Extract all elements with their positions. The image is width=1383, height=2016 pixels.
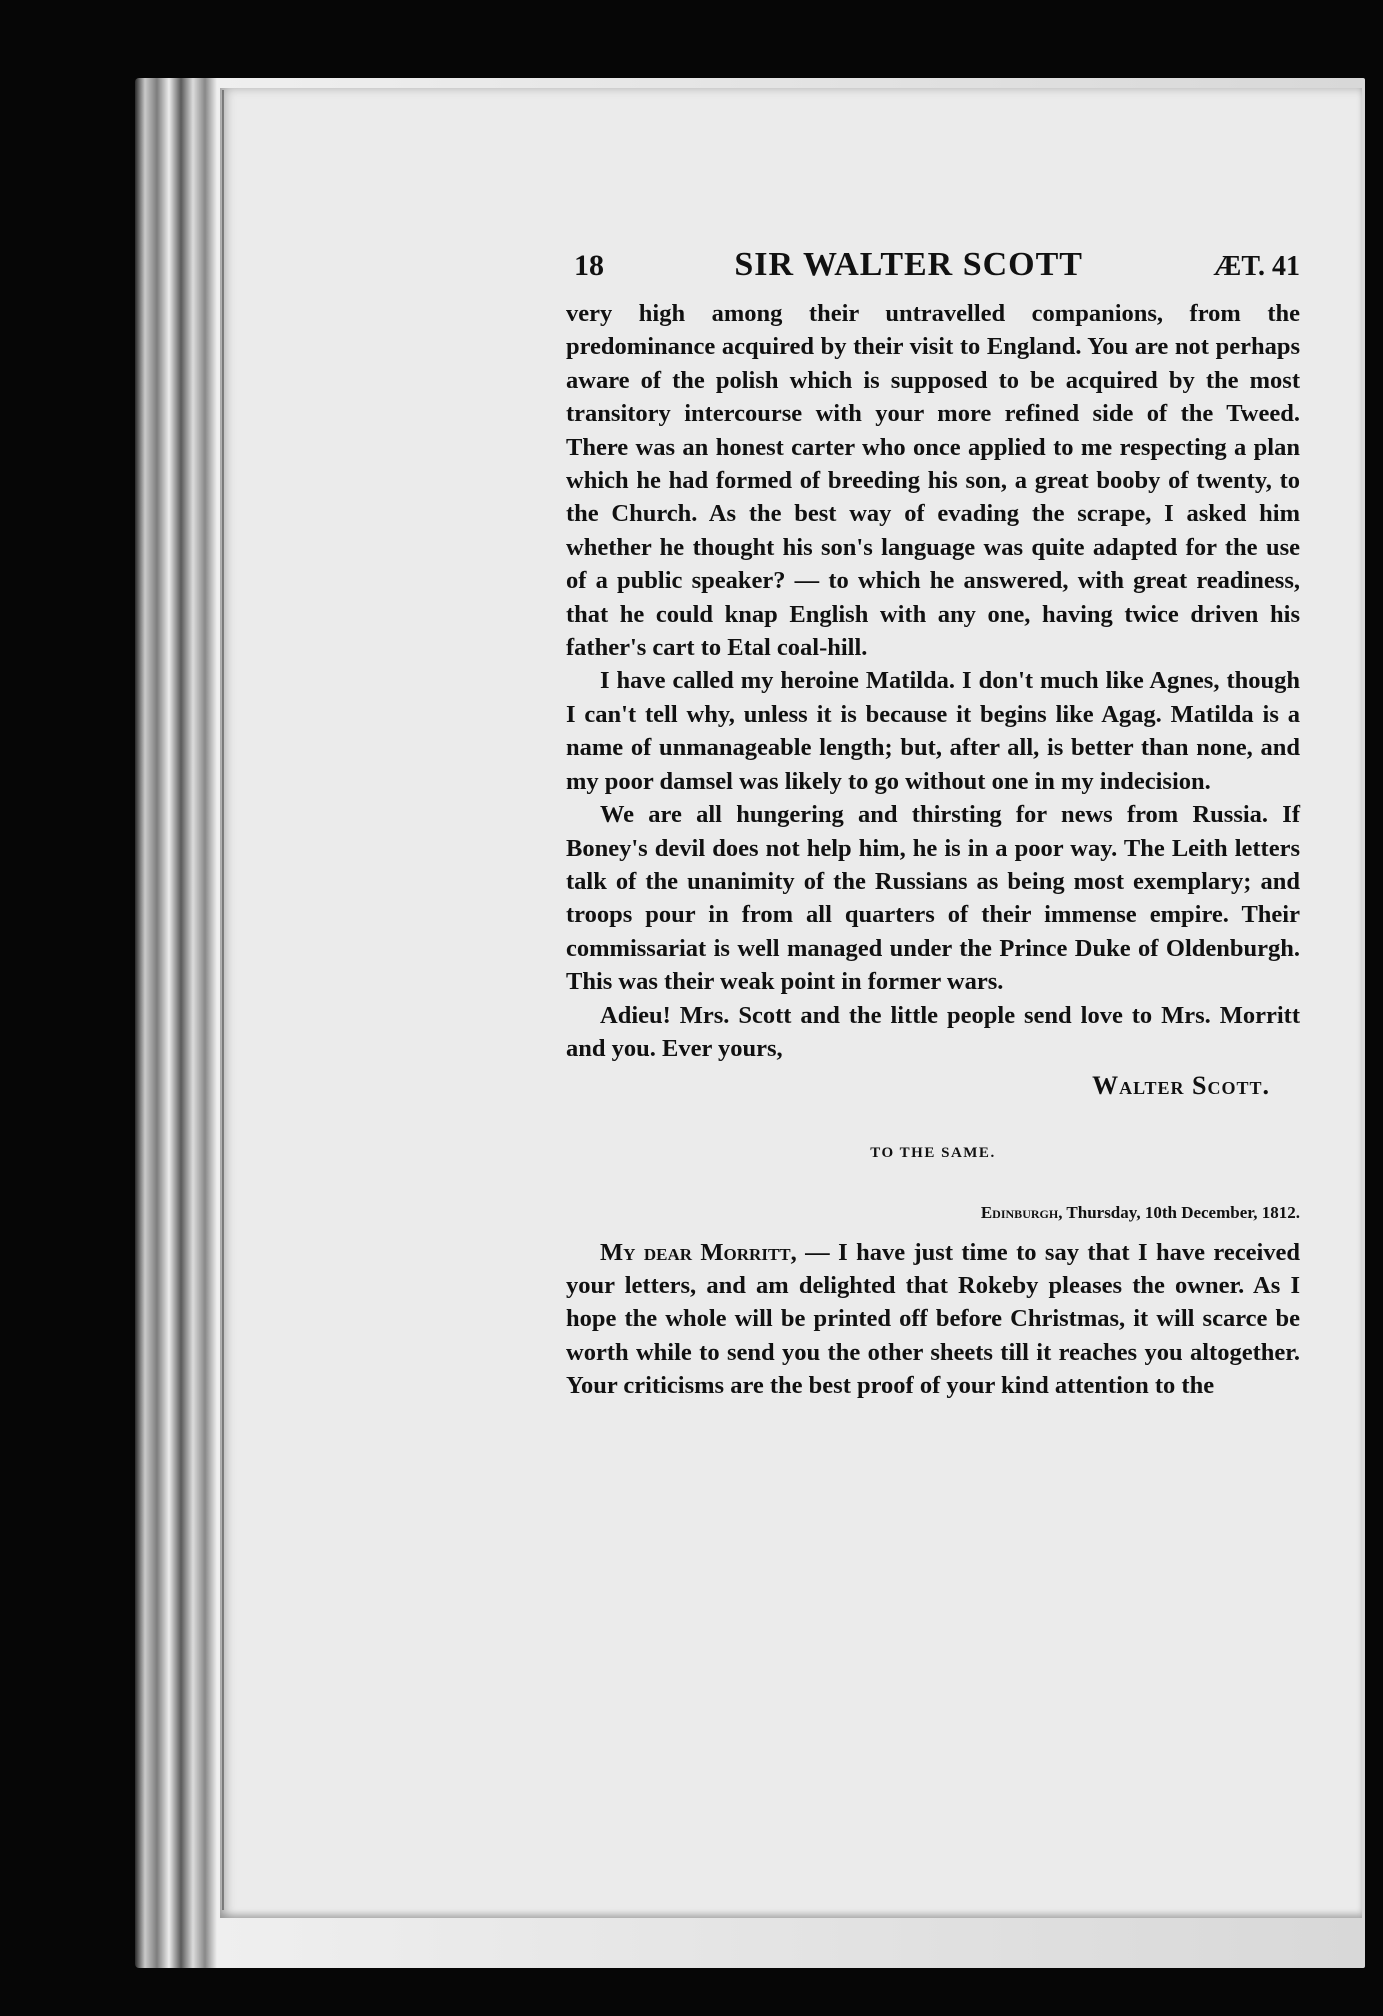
dateline-rest: , Thursday, 10th December, 1812. [1058,1203,1300,1223]
salutation: My dear Morritt, [600,1238,797,1266]
letter-heading: TO THE SAME. [870,1144,996,1161]
paragraph-1: very high among their untravelled companions, from the predominance acquired by their visit to England. You are not perhaps aware of the polish which is supposed to be acquired by the most transitory intercourse with your more refined side of the Tweed. There was an honest carter who once applied to me respecting a plan which he had formed of breeding his son, a great booby of twenty, to the Church. As the best way of evading the scrape, I asked him whether he thought his son's language was quite adapted for the use of a public speaker? — to which he answered, with great readiness, that he could knap English with any one, having twice driven his father's cart to Etal coal-hill. [566,300,1300,662]
paragraph-4: Adieu! Mrs. Scott and the little people send love to Mrs. Morritt and you. Ever yours, [566,1001,1300,1062]
dateline [566,1196,1300,1229]
page-text [566,245,1300,1403]
signature: Walter Scott. [1092,1071,1270,1101]
page-number: 18 [574,249,604,282]
paragraph-2: I have called my heroine Matilda. I don't much like Agnes, though I can't tell why, unless it is because it begins like Agag. Matilda is a name of unmanageable length; but, after all, is better than none, and my poor damsel was likely to go without one in my indecision. [566,667,1300,795]
paragraph-3: We are all hungering and thirsting for news from Russia. If Boney's devil does not help him, he is in a poor way. The Leith letters talk of the unanimity of the Russians as being most exemplary; and troops pour in from all quarters of their immense empire. Their commissariat is well managed under the Prince Duke of Oldenburgh. This was their weak point in former wars. [566,801,1300,996]
gutter-shadow [222,90,224,1910]
running-head [574,245,1300,287]
paragraph-final [566,1236,1300,1403]
running-title: SIR WALTER SCOTT [734,246,1083,283]
age-marker: ÆT. 41 [1213,251,1300,282]
dateline-place: Edinburgh [980,1203,1059,1223]
final-text: — I have just time to say that I have received your letters, and am delighted that Rokeby pleases the owner. As I hope the whole will be printed off before Christmas, it will scarce be worth while to send you the other sheets till it reaches you altogether. Your criticisms are the best proof of your kind attention to the [566,1238,1300,1400]
